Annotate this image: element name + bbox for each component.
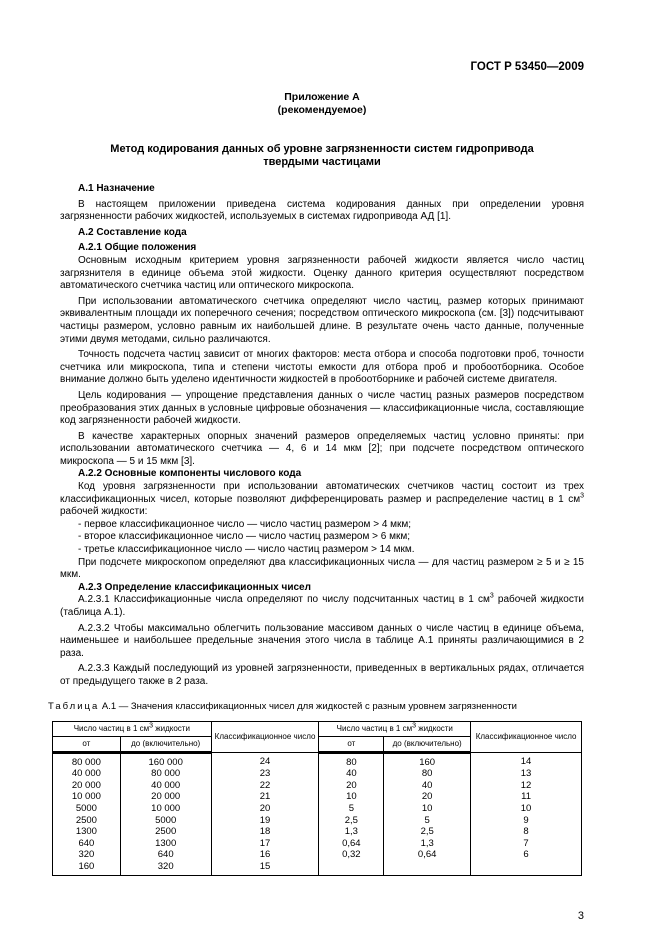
text: рабочей жидкости (таблица А.1). — [60, 594, 584, 618]
list-item: - третье классификационное число — число частиц размером > 14 мкм. — [78, 544, 415, 556]
table-cell: 15 — [211, 861, 319, 875]
table-cell: 640 — [120, 849, 211, 861]
table-cell: 14 — [471, 752, 582, 768]
table-cell: 1300 — [53, 826, 121, 838]
from-header: от — [319, 736, 384, 752]
table-cell: 160 000 — [120, 752, 211, 768]
group-header: Число частиц в 1 $см^3$ жидкости — [53, 721, 212, 736]
table-row — [53, 815, 582, 827]
title-line: Метод кодирования данных об уровне загрязненности систем гидропривода — [110, 143, 534, 155]
from-header: от — [53, 736, 121, 752]
table-cell: 320 — [120, 861, 211, 875]
document-body — [60, 183, 584, 689]
table-cell: 20 — [319, 780, 384, 792]
table-cell: 2500 — [53, 815, 121, 827]
table-cell: 8 — [471, 826, 582, 838]
table-cell: 24 — [211, 752, 319, 768]
table-cell: 160 — [384, 752, 471, 768]
table-cell: 0,64 — [319, 838, 384, 850]
appendix-title: Приложение А — [284, 91, 360, 103]
table-cell: 10 — [471, 803, 582, 815]
table-cell: 5 — [384, 815, 471, 827]
paragraph: При подсчете микроскопом определяют два классификационных числа — для частиц размером ≥ 5 и ≥ 15 мкм. — [60, 556, 584, 581]
text: А.2.3.1 Классификационные числа определяют по числу подсчитанных частиц в 1 см — [78, 594, 490, 606]
table-cell — [384, 861, 471, 875]
paragraph: Точность подсчета частиц зависит от многих факторов: места отбора и способа подготовки проб, точности счетчика или микроскопа, типа и степени чистоты емкости для отбора проб и пробоотборника. Особое внимание должно быть уделено идентичности жидкостей в пробоотборнике и рабочей системе двигателя. — [60, 349, 584, 386]
table-cell: 10 000 — [120, 803, 211, 815]
caption-label: Таблица — [48, 700, 100, 712]
table-caption — [48, 701, 584, 713]
superscript: 3 — [489, 593, 494, 601]
table-cell: 10 — [384, 803, 471, 815]
table-cell: 2,5 — [319, 815, 384, 827]
table-cell: 16 — [211, 849, 319, 861]
table-cell: 40 000 — [120, 780, 211, 792]
table-cell: 17 — [211, 838, 319, 850]
section-heading: А.1 Назначение — [78, 183, 155, 194]
list-item: - первое классификационное число — число частиц размером > 4 мкм; — [78, 518, 412, 530]
class-header: Классификационное число — [471, 721, 582, 752]
table-cell: 20 000 — [53, 780, 121, 792]
table-cell: 40 — [384, 780, 471, 792]
table-cell — [471, 861, 582, 875]
table-cell: 19 — [211, 815, 319, 827]
table-cell: 80 — [319, 752, 384, 768]
subsection-heading: А.2.3 Определение классификационных чисел — [78, 581, 311, 593]
table-cell: 40 000 — [53, 768, 121, 780]
to-header: до (включительно) — [120, 736, 211, 752]
paragraph: Цель кодирования — упрощение представления данных о числе частиц разных размеров посредством преобразования этих данных в условные цифровые обозначения — классификационные числа, составляющие код загрязненности рабочей жидкости. — [60, 389, 584, 427]
table-cell: 0,32 — [319, 849, 384, 861]
to-header: до (включительно) — [384, 736, 471, 752]
group-header: Число частиц в 1 $см^3$ жидкости — [319, 721, 471, 736]
text: Код уровня загрязненности при использовании автоматических счетчиков частиц состоит из трех классификационных чисел, которые позволяют дифференцировать размер и распределение частиц в 1 см — [60, 481, 584, 505]
table-cell: 11 — [471, 791, 582, 803]
table-cell: 20 000 — [120, 791, 211, 803]
table-cell: 2500 — [120, 826, 211, 838]
page-content — [48, 183, 584, 923]
table-cell: 40 — [319, 768, 384, 780]
table-cell: 22 — [211, 780, 319, 792]
caption-text: А.1 — Значения классификационных чисел для жидкостей с разным уровнем загрязненности — [99, 700, 517, 712]
appendix-heading — [60, 91, 584, 117]
table-cell: 640 — [53, 838, 121, 850]
class-header: Классификационное число — [211, 721, 319, 752]
table-cell: 0,64 — [384, 849, 471, 861]
table-cell: 320 — [53, 849, 121, 861]
superscript: 3 — [580, 492, 584, 500]
list-item: - второе классификационное число — число частиц размером > 6 мкм; — [78, 531, 411, 543]
table-cell: 80 000 — [53, 752, 121, 768]
table-cell: 160 — [53, 861, 121, 875]
page-number: 3 — [577, 909, 584, 922]
table-row — [53, 861, 582, 875]
table-row — [53, 826, 582, 838]
table-row — [53, 752, 582, 768]
table-cell: 20 — [384, 791, 471, 803]
paragraph: А.2.3.2 Чтобы максимально облегчить пользование массивом данных о числе частиц в единице объема, наименьшее и наибольшее предельные значения этого числа в таблице А.1 приняты различающимися в 2 раза. — [60, 622, 584, 659]
table-cell: 1300 — [120, 838, 211, 850]
table-row — [53, 791, 582, 803]
table-cell: 23 — [211, 768, 319, 780]
table-cell: 9 — [471, 815, 582, 827]
table-row — [53, 849, 582, 861]
table-cell: 7 — [471, 838, 582, 850]
subsection-heading: А.2.1 Общие положения — [78, 242, 197, 254]
paragraph — [60, 481, 584, 519]
table-row — [53, 803, 582, 815]
table-cell: 12 — [471, 780, 582, 792]
paragraph — [60, 594, 584, 619]
table-cell: 13 — [471, 768, 582, 780]
table-cell: 80 — [384, 768, 471, 780]
table-cell: 18 — [211, 826, 319, 838]
table-cell: 1,3 — [319, 826, 384, 838]
table-cell — [319, 861, 384, 875]
table-row — [53, 838, 582, 850]
table-cell: 1,3 — [384, 838, 471, 850]
table-cell: 10 000 — [53, 791, 121, 803]
section-heading: А.2 Составление кода — [78, 226, 187, 238]
table-cell: 80 000 — [120, 768, 211, 780]
document-title — [60, 143, 584, 169]
paragraph: Основным исходным критерием уровня загрязненности рабочей жидкости является число частиц загрязнителя в единице объема этой жидкости. Оценку данного критерия осуществляют посредством автоматического счетчика частиц или оптического микроскопа. — [60, 254, 584, 292]
classification-table — [52, 721, 582, 876]
table-cell: 20 — [211, 803, 319, 815]
document-standard-number: ГОСТ Р 53450—2009 — [470, 61, 584, 73]
title-line: твердыми частицами — [263, 156, 381, 168]
paragraph: В качестве характерных опорных значений размеров определяемых частиц условно приняты: при использовании автоматического счетчика — 4, 6 и 14 мкм [2]; при подсчете посредством оптического микроскопа — 5 и 15 мкм [3]. — [60, 430, 584, 467]
text: рабочей жидкости: — [60, 506, 148, 518]
table-cell: 10 — [319, 791, 384, 803]
table-cell: 5000 — [120, 815, 211, 827]
paragraph: В настоящем приложении приведена система кодирования данных при определении уровня загрязненности рабочих жидкостей, используемых в системах гидропривода АД [1]. — [60, 198, 584, 223]
subsection-heading: А.2.2 Основные компоненты числового кода — [78, 468, 302, 480]
paragraph: При использовании автоматического счетчика определяют число частиц, размер которых принимают эквивалентным площади их поперечного сечения; посредством оптического микроскопа (см. [3]) подсчитывают частицы размером, условно равным их наибольшей длине. В результате очень часто данные, полученные этими двумя методами, сильно различаются. — [60, 295, 584, 345]
appendix-note: (рекомендуемое) — [277, 104, 367, 116]
table-cell: 21 — [211, 791, 319, 803]
paragraph: А.2.3.3 Каждый последующий из уровней загрязненности, приведенных в вертикальных рядах, отличается от предыдущего также в 2 раза. — [60, 663, 584, 687]
table-row — [53, 780, 582, 792]
table-cell: 6 — [471, 849, 582, 861]
table-cell: 2,5 — [384, 826, 471, 838]
table-cell: 5 — [319, 803, 384, 815]
table-cell: 5000 — [53, 803, 121, 815]
table-row — [53, 768, 582, 780]
